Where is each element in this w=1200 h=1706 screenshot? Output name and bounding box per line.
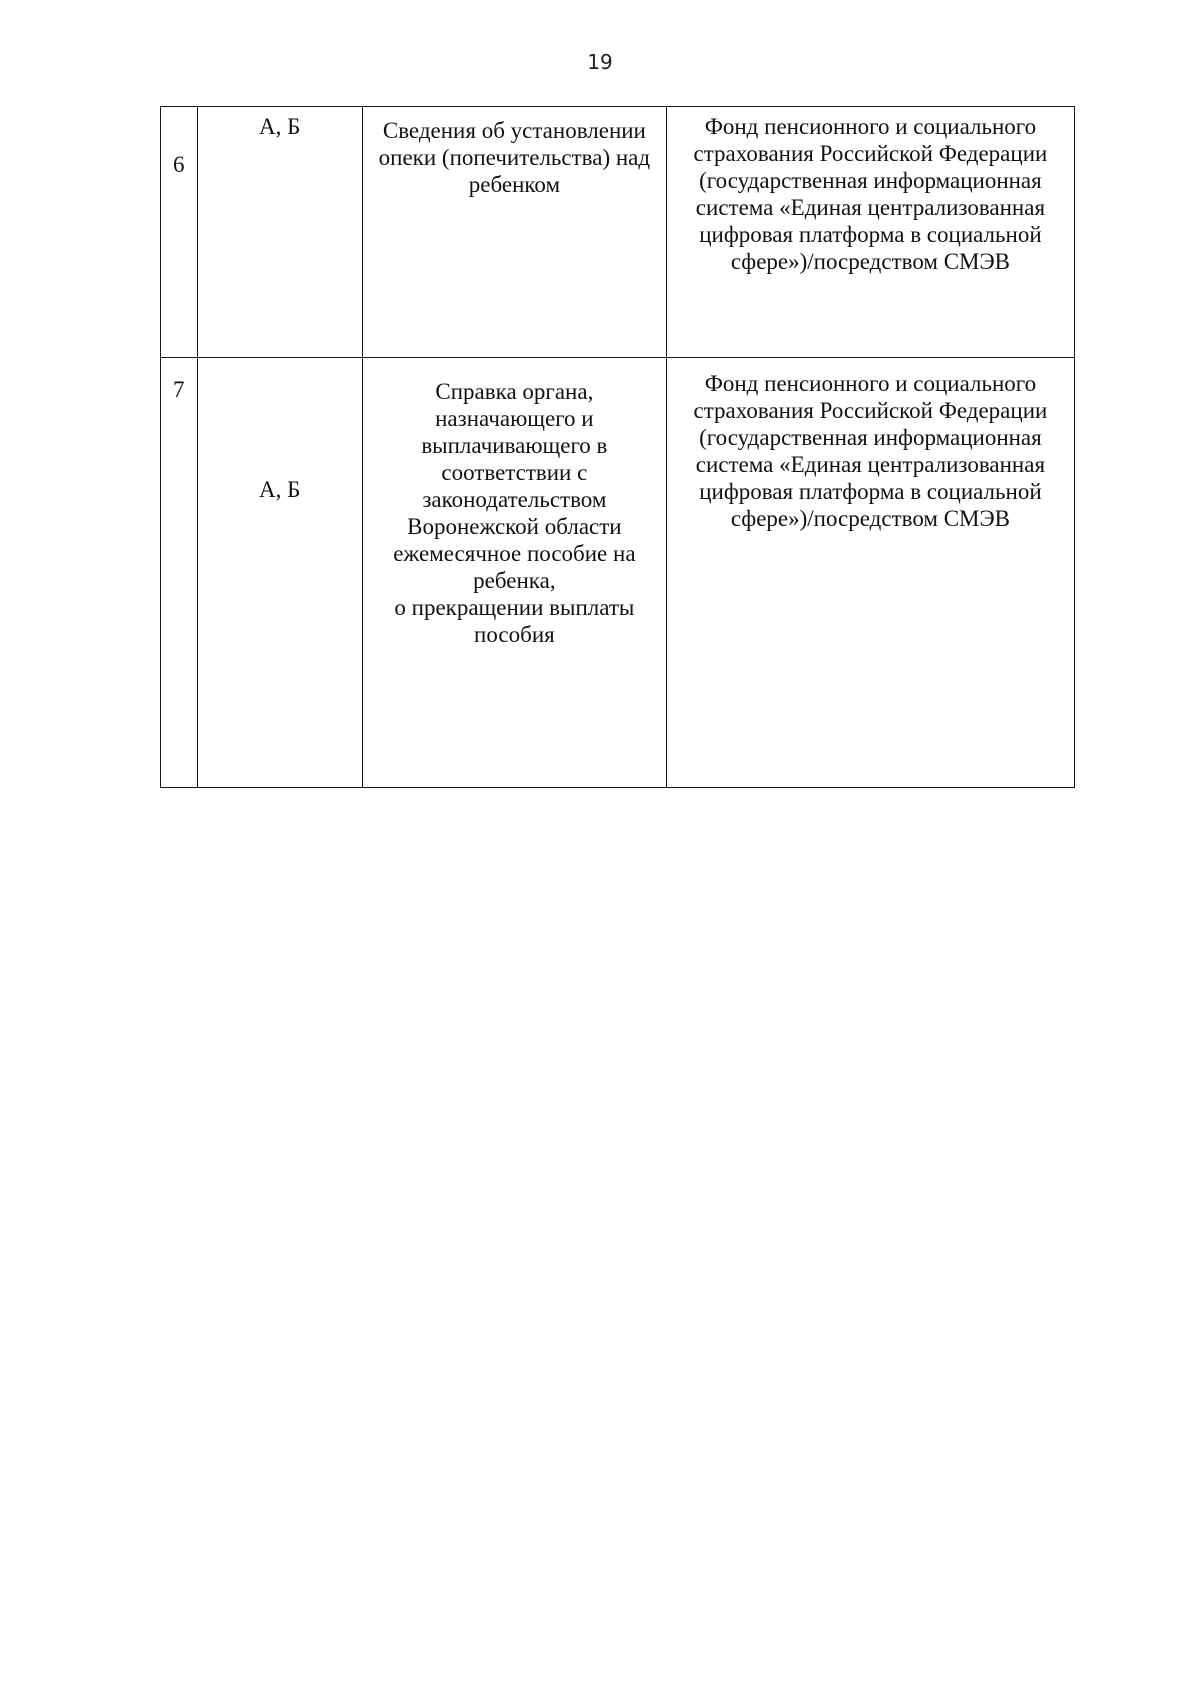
row-category: А, Б — [197, 107, 362, 358]
row-document: Сведения об установлении опеки (попечительства) над ребенком — [362, 107, 666, 358]
row-number: 6 — [161, 107, 198, 358]
table-row — [161, 107, 1075, 358]
page-number: 19 — [587, 50, 613, 74]
documents-table — [160, 106, 1075, 788]
row-number: 7 — [161, 358, 198, 788]
row-source: Фонд пенсионного и социального страхования Российской Федерации (государственная информационная система «Единая централизованная цифровая платформа в социальной сфере»)/посредством СМЭВ — [666, 107, 1074, 358]
table-row — [161, 358, 1075, 788]
row-document: Справка органа, назначающего и выплачивающего в соответствии с законодательством Воронежской области ежемесячное пособие на ребенка, о прекращении выплаты пособия — [362, 358, 666, 788]
row-category: А, Б — [197, 358, 362, 788]
row-source: Фонд пенсионного и социального страхования Российской Федерации (государственная информационная система «Единая централизованная цифровая платформа в социальной сфере»)/посредством СМЭВ — [666, 358, 1074, 788]
